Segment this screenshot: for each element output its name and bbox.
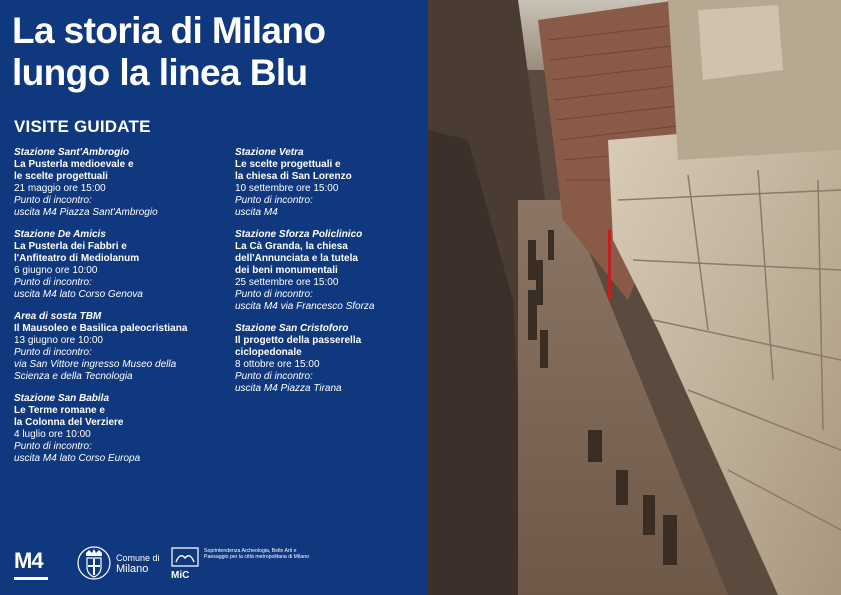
m4-logo-bar [14, 577, 48, 580]
visit-item [235, 147, 440, 219]
visit-date: 25 settembre ore 15:00 [235, 277, 339, 288]
mic-label: MiC [171, 570, 190, 581]
visit-topic: Le scelte progettuali e la chiesa di San Lorenzo [235, 159, 352, 182]
m4-logo [14, 548, 48, 580]
visit-date: 8 ottobre ore 15:00 [235, 359, 320, 370]
visit-station: Stazione Sforza Policlinico [235, 229, 363, 240]
visit-date: 13 giugno ore 10:00 [14, 335, 103, 346]
visit-item [14, 229, 219, 301]
meeting-point-label: Punto di incontro: [235, 195, 313, 206]
meeting-point: uscita M4 lato Corso Europa [14, 453, 141, 464]
visit-station: Stazione Sant'Ambrogio [14, 147, 130, 158]
title-line-2: lungo la linea Blu [12, 52, 308, 93]
meeting-point: via San Vittore ingresso Museo della Scienza e della Tecnologia [14, 359, 177, 382]
visit-item [14, 147, 219, 219]
section-heading: VISITE GUIDATE [14, 117, 151, 136]
visit-topic: La Pusterla dei Fabbri e l'Anfiteatro di Mediolanum [14, 241, 140, 264]
visit-date: 6 giugno ore 10:00 [14, 265, 98, 276]
excavation-image [428, 0, 841, 595]
title-line-1: La storia di Milano [12, 10, 326, 51]
visit-station: Stazione Vetra [235, 147, 304, 158]
meeting-point-label: Punto di incontro: [14, 277, 92, 288]
visit-item [235, 323, 440, 395]
milano-crest-icon [76, 544, 112, 582]
meeting-point: uscita M4 Piazza Sant'Ambrogio [14, 207, 158, 218]
visit-topic: La Cà Granda, la chiesa dell'Annunciata e la tutela dei beni monumentali [235, 241, 358, 276]
visit-topic: Le Terme romane e la Colonna del Verziere [14, 405, 124, 428]
visit-item [235, 229, 440, 313]
poster-title [12, 10, 325, 94]
partner-logos [14, 544, 414, 584]
visit-topic: Il progetto della passerella ciclopedonale [235, 335, 362, 358]
visit-item [14, 311, 219, 383]
visit-station: Area di sosta TBM [14, 311, 102, 322]
meeting-point-label: Punto di incontro: [235, 289, 313, 300]
meeting-point: uscita M4 Piazza Tirana [235, 383, 342, 394]
excavation-photo [428, 0, 841, 595]
m4-logo-text: M4 [14, 548, 43, 573]
visit-date: 4 luglio ore 10:00 [14, 429, 91, 440]
visit-date: 10 settembre ore 15:00 [235, 183, 339, 194]
visit-station: Stazione San Cristoforo [235, 323, 349, 334]
comune-label: Comune di [116, 553, 160, 563]
visit-topic: La Pusterla medioevale e le scelte progettuali [14, 159, 134, 182]
milano-label: Milano [116, 563, 149, 575]
soprintendenza-label: Soprintendenza Archeologia, Belle Arti e Paesaggio per la città metropolitana di Milano [204, 548, 309, 561]
meeting-point-label: Punto di incontro: [14, 441, 92, 452]
visits-column-right [235, 147, 440, 405]
visit-topic: Il Mausoleo e Basilica paleocristiana [14, 323, 188, 334]
visit-date: 21 maggio ore 15:00 [14, 183, 106, 194]
meeting-point-label: Punto di incontro: [235, 371, 313, 382]
meeting-point-label: Punto di incontro: [14, 347, 92, 358]
visits-column-left [14, 147, 219, 475]
meeting-point-label: Punto di incontro: [14, 195, 92, 206]
visit-station: Stazione San Babila [14, 393, 110, 404]
visit-item [14, 393, 219, 465]
meeting-point: uscita M4 lato Corso Genova [14, 289, 143, 300]
meeting-point: uscita M4 [235, 207, 278, 218]
meeting-point: uscita M4 via Francesco Sforza [235, 301, 375, 312]
visit-station: Stazione De Amicis [14, 229, 106, 240]
